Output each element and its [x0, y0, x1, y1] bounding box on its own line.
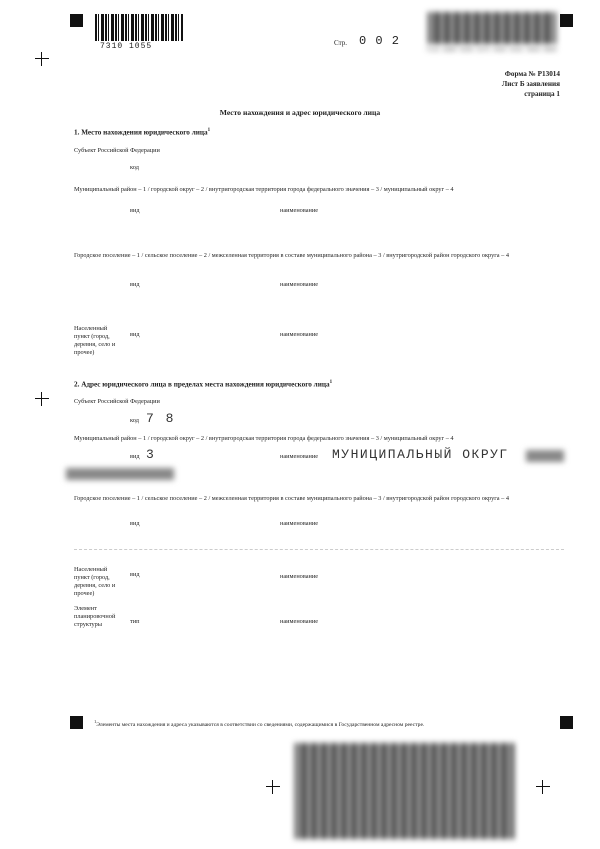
section2-heading: 2. Адрес юридического лица в пределах места нахождения юридического лица$^1$ [74, 380, 333, 389]
crosshair-mark [536, 780, 550, 794]
name-label: наименование [280, 281, 319, 288]
footnote-ref: 1 [207, 128, 211, 133]
locality-label: Населенный пункт (город, деревня, село и прочее) [74, 325, 116, 356]
sheet-label: Лист Б заявления [501, 80, 560, 88]
name-label: наименование [280, 207, 319, 214]
page-label: Стр. [334, 39, 347, 47]
hash-text: 7c1e a9d9 510d 2274 4e92 9c81 d4ed db6e [426, 46, 557, 53]
subject-label: Субъект Российской Федерации [74, 147, 160, 154]
top-left-barcode [95, 14, 183, 41]
name-label: наименование [280, 573, 319, 580]
bottom-barcode [295, 743, 515, 839]
type-label: вид [130, 281, 140, 288]
type-label: вид [130, 453, 140, 460]
page-number: 0 0 2 [359, 34, 401, 48]
type-label: вид [130, 207, 140, 214]
type-label: вид [130, 571, 140, 578]
crosshair-mark [35, 392, 49, 406]
divider [74, 549, 564, 550]
planning-label: Элемент планировочной структуры [74, 605, 116, 628]
footnote-mark: 1 [94, 719, 97, 724]
municipal-type-value: 3 [146, 447, 156, 462]
type-label: вид [130, 331, 140, 338]
type-label: вид [130, 520, 140, 527]
settlement-text: Городское поселение – 1 / сельское поселение – 2 / межселенная территория в составе муниципального района – 3 / внутригородской район городского округа – 4 [74, 495, 510, 502]
sheet-page: страница 1 [524, 90, 560, 98]
kind-label: тип [130, 618, 140, 625]
registration-mark-bottom-left [70, 716, 83, 729]
top-right-barcode [428, 12, 556, 44]
municipal-text: Муниципальный район – 1 / городской округ – 2 / внутригородская территория города федерального значения – 3 / муниципальный округ – 4 [74, 186, 454, 193]
footnote: $^1$Элементы места нахождения и адреса указываются в соответствии со сведениями, содержащимися в Государственном адресном реестре. [94, 719, 425, 728]
subject-label: Субъект Российской Федерации [74, 398, 160, 405]
barcode-digits: 7310 1055 [100, 42, 153, 51]
redacted-name [66, 468, 174, 480]
locality-label: Населенный пункт (город, деревня, село и прочее) [74, 566, 116, 597]
region-code-value: 7 8 [146, 411, 176, 426]
form-number: Форма № Р13014 [504, 70, 560, 78]
municipal-name-value: МУНИЦИПАЛЬНЫЙ ОКРУГ [332, 447, 509, 462]
code-label: код [130, 164, 139, 171]
page-title: Место нахождения и адрес юридического лица [219, 108, 381, 117]
section1-heading: 1. Место нахождения юридического лица$^1$ [74, 128, 211, 137]
code-label: код [130, 417, 139, 424]
name-label: наименование [280, 453, 319, 460]
registration-mark-bottom-right [560, 716, 573, 729]
name-label: наименование [280, 618, 319, 625]
crosshair-mark [266, 780, 280, 794]
registration-mark-top-right [560, 14, 573, 27]
name-label: наименование [280, 520, 319, 527]
redacted-name [526, 450, 564, 462]
registration-mark-top-left [70, 14, 83, 27]
name-label: наименование [280, 331, 319, 338]
crosshair-mark [35, 52, 49, 66]
municipal-text: Муниципальный район – 1 / городской округ – 2 / внутригородская территория города федерального значения – 3 / муниципальный округ – 4 [74, 435, 454, 442]
settlement-text: Городское поселение – 1 / сельское поселение – 2 / межселенная территория в составе муниципального района – 3 / внутригородской район городского округа – 4 [74, 252, 510, 259]
footnote-ref: 1 [329, 380, 333, 385]
